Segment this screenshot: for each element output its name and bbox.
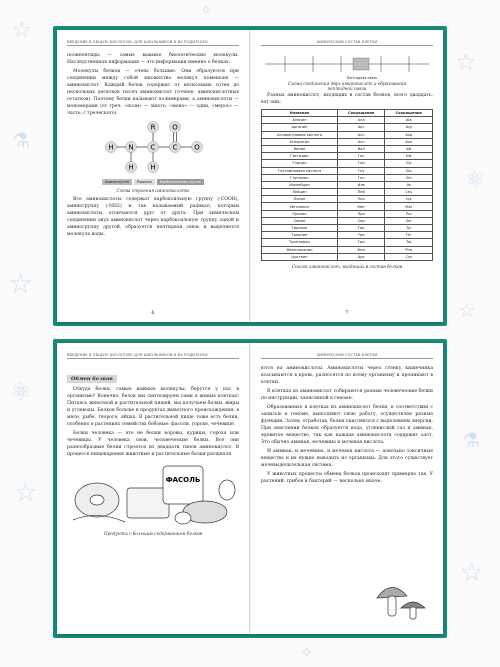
- table-cell: Вал: [337, 145, 385, 152]
- star-doodle-icon: ☆: [460, 558, 484, 588]
- table-cell: Ile: [385, 181, 433, 188]
- table-row: [262, 167, 433, 174]
- table-cell: Пролин: [262, 210, 338, 217]
- table-cell: Глн: [337, 174, 385, 181]
- table-header-row: [262, 110, 433, 117]
- table-cell: Серин: [262, 217, 338, 224]
- flask-doodle-icon: ⚗: [12, 128, 30, 152]
- star-doodle-icon: ☆: [455, 48, 477, 76]
- table-cell: Сер: [337, 217, 385, 224]
- paragraph: ются на аминокислоты. Аминокислоты через стенку кишечника всасываются в кровь, разносятся по всему организму и проникают в клетки.: [261, 366, 433, 385]
- table-cell: Val: [385, 145, 433, 152]
- table-row: [262, 246, 433, 253]
- bag-label: ФАСОЛЬ: [165, 476, 201, 484]
- table-cell: Glu: [385, 167, 433, 174]
- svg-text:H: H: [128, 163, 134, 172]
- table-row: [262, 124, 433, 131]
- svg-text:C: C: [172, 143, 178, 152]
- page-number: 7: [345, 310, 349, 316]
- page-number: 6: [151, 310, 155, 316]
- page-6: [57, 30, 249, 322]
- table-cell: Про: [337, 210, 385, 217]
- amino-acid-table: [261, 109, 433, 261]
- table-cell: Гли: [337, 160, 385, 167]
- table-row: [262, 196, 433, 203]
- body-text: [261, 365, 433, 485]
- table-cell: Ала: [337, 117, 385, 124]
- paragraph: У животных процессы обмена белков происходят примерно так. У растений, грибов и бактерий — несколько иначе.: [261, 472, 433, 484]
- running-header: ВВЕДЕНИЕ В ОБЩУЮ БИОЛОГИЮ ДЛЯ ШКОЛЬНИКОВ И ИХ РОДИТЕЛЕЙ: [67, 353, 239, 359]
- table-row: [262, 239, 433, 246]
- table-cell: Фен: [337, 246, 385, 253]
- paragraph: Образованные в клетках из аминокислот белки, в соответствии с записью в геноме, выполняют свою работу, осуществляя разные функции. Затем, отработав, белки окисляются с выделением энергии. При окислении белков образуется вода, углекислый газ и аммиак, ядовитое вещество, так как каждая аминокислота содержит азот. Это обычно аммиак, мочевина и мочевая кислота.: [261, 405, 433, 445]
- table-cell: Три: [337, 239, 385, 246]
- paragraph: Все аминокислоты содержат карбоксильную группу (-COOH), аминогруппу (-NH2) и так называемый радикал, которым аминокислоты отличаются друг от друга. При химическом соединении двух аминокислот через карбоксильную группу одной и аминогруппу другой, образуется пептидная связь и выделяется молекула воды.: [67, 197, 239, 237]
- svg-text:C: C: [150, 143, 156, 152]
- table-cell: Лей: [337, 189, 385, 196]
- table-row: [262, 253, 433, 260]
- running-header: ВВЕДЕНИЕ В ОБЩУЮ БИОЛОГИЮ ДЛЯ ШКОЛЬНИКОВ И ИХ РОДИТЕЛЕЙ: [67, 40, 239, 46]
- table-cell: Arg: [385, 124, 433, 131]
- table-row: [262, 153, 433, 160]
- figure-caption: Продукты с большим содержанием белков: [103, 531, 203, 536]
- table-row: [262, 145, 433, 152]
- star-doodle-icon: ☆: [12, 18, 32, 43]
- table-cell: Мет: [337, 203, 385, 210]
- table-caption: Список аминокислот, входящих в состав белков: [291, 263, 403, 269]
- legend-radical: Радикал: [134, 179, 155, 185]
- star-doodle-icon: ☆: [14, 478, 38, 508]
- table-cell: Асп: [337, 131, 385, 138]
- paragraph: Откуда белки, самые важные молекулы, берутся у нас в организме? Конечно, белок мы синтезируем сами в живых клетках! Питаясь животной и растительной пищей, мы получаем белки, жиры и углеводы. Белков больше в продуктах животного происхождения: в мясе, рыбе, твороге, яйцах. В растительной пище тоже есть белки, особенно в растениях семейства бобовые: фасоли, горохе, чечевице.: [67, 387, 239, 427]
- table-row: [262, 131, 433, 138]
- amino-acid-formula: [93, 119, 213, 177]
- table-cell: Цис: [337, 253, 385, 260]
- body-text: [261, 92, 433, 106]
- table-row: [262, 174, 433, 181]
- table-row: [262, 232, 433, 239]
- peptide-bond-label: Пептидная связь: [346, 76, 378, 80]
- svg-text:R: R: [150, 123, 156, 132]
- table-cell: Asn: [385, 138, 433, 145]
- table-row: [262, 117, 433, 124]
- paragraph: И аммиак, и мочевина, и мочевая кислота — довольно токсичные вещества и их нужно выводить из организма. Для этого существует мочевыделительная система.: [261, 449, 433, 468]
- table-cell: Gly: [385, 160, 433, 167]
- column-header: Сокращение: [385, 110, 433, 117]
- paragraph: Молекулы белков — очень большие. Они образуются при соединении между собой множества молекул поменьше — аминокислот. Каждый белок содержит от нескольких сотен до нескольких десятков тысяч аминокислот (точнее, аминокислотных остатков). Поэтому белки называют полимерами, а аминокислоты — мономерами (от греч. «поли» — много, «моно» — один, «мерос» — часть; с греческого).: [67, 69, 239, 116]
- table-cell: Тре: [337, 232, 385, 239]
- table-cell: Валин: [262, 145, 338, 152]
- table-cell: Изолейцин: [262, 181, 338, 188]
- body-text: [67, 52, 239, 117]
- svg-text:N: N: [128, 143, 134, 152]
- column-header: Название: [262, 110, 338, 117]
- table-cell: Тир: [337, 225, 385, 232]
- table-cell: Аргинин: [262, 124, 338, 131]
- table-cell: Фенилаланин: [262, 246, 338, 253]
- paragraph: В клетках из аминокислот собираются разные человеческие белки по инструкции, записанной в геноме.: [261, 389, 433, 401]
- table-cell: Гистидин: [262, 153, 338, 160]
- page-left: [57, 343, 249, 634]
- page-right: [251, 343, 443, 634]
- body-text: [67, 196, 239, 238]
- table-cell: Tyr: [385, 225, 433, 232]
- table-cell: Тирозин: [262, 225, 338, 232]
- figure-caption: Схема строения аминокислоты: [116, 188, 190, 193]
- table-cell: Метионин: [262, 203, 338, 210]
- star-doodle-icon: ✧: [200, 3, 212, 19]
- table-cell: Лейцин: [262, 189, 338, 196]
- table-cell: His: [385, 153, 433, 160]
- table-cell: Аланин: [262, 117, 338, 124]
- body-text: [67, 386, 239, 458]
- svg-text:O: O: [194, 143, 200, 152]
- table-cell: Gln: [385, 174, 433, 181]
- star-doodle-icon: ☆: [458, 298, 476, 322]
- table-cell: Лизин: [262, 196, 338, 203]
- figure-caption: Схема соединения двух аминокислот и образования пептидной связи: [287, 81, 407, 91]
- svg-text:H: H: [108, 143, 114, 152]
- table-cell: Гис: [337, 153, 385, 160]
- table-cell: Треонин: [262, 232, 338, 239]
- table-row: [262, 210, 433, 217]
- table-cell: Cys: [385, 253, 433, 260]
- table-cell: Thr: [385, 232, 433, 239]
- paragraph: полипептиды — самые важные биологические молекулы. Наследственная информация — это информация именно о белках.: [67, 53, 239, 65]
- table-cell: Lys: [385, 196, 433, 203]
- mushroom-illustration: [369, 574, 429, 624]
- book-spread-bottom: [57, 343, 443, 634]
- peptide-chain-diagram: [261, 52, 433, 78]
- table-cell: Глутаминовая кислота: [262, 167, 338, 174]
- paragraph: Разных аминокислот, входящих в состав белков, всего двадцать, вот они:: [261, 93, 433, 105]
- table-row: [262, 203, 433, 210]
- table-cell: Глу: [337, 167, 385, 174]
- table-cell: Ser: [385, 217, 433, 224]
- table-cell: Met: [385, 203, 433, 210]
- table-row: [262, 181, 433, 188]
- table-cell: Аспарагиновая кислота: [262, 131, 338, 138]
- table-cell: Глутамин: [262, 174, 338, 181]
- table-cell: Phe: [385, 246, 433, 253]
- legend-carboxyl-group: Карбоксильная группа: [157, 179, 204, 185]
- star-doodle-icon: ☆: [8, 267, 34, 300]
- table-cell: Глицин: [262, 160, 338, 167]
- table-cell: Лиз: [337, 196, 385, 203]
- table-row: [262, 138, 433, 145]
- running-header: ХИМИЧЕСКИЙ СОСТАВ КЛЕТКИ: [261, 353, 433, 359]
- atom-doodle-icon: ⚛: [10, 378, 32, 406]
- book-spread-top: [57, 30, 443, 322]
- protein-foods-illustration: [67, 460, 239, 528]
- running-header: ХИМИЧЕСКИЙ СОСТАВ КЛЕТКИ: [261, 40, 433, 46]
- table-cell: Asp: [385, 131, 433, 138]
- table-cell: Триптофан: [262, 239, 338, 246]
- svg-text:H: H: [150, 163, 156, 172]
- atom-doodle-icon: ⚛: [465, 168, 485, 193]
- star-doodle-icon: ✧: [300, 643, 314, 662]
- table-cell: Иле: [337, 181, 385, 188]
- table-row: [262, 217, 433, 224]
- group-legend: [67, 179, 239, 185]
- svg-text:O: O: [172, 123, 178, 132]
- table-cell: Ala: [385, 117, 433, 124]
- table-cell: Аспарагин: [262, 138, 338, 145]
- section-heading: Обмен белков: [67, 375, 117, 383]
- table-row: [262, 189, 433, 196]
- table-cell: Арг: [337, 124, 385, 131]
- table-cell: Цистеин: [262, 253, 338, 260]
- flask-doodle-icon: ⚗: [462, 428, 480, 452]
- table-cell: Leu: [385, 189, 433, 196]
- page-7: [251, 30, 443, 322]
- table-cell: Pro: [385, 210, 433, 217]
- paragraph: Белки человека — это не белки коровы, курицы, гороха или чечевицы. У человека свои, человеческие белки. Все они разнообразные белки строятся из двадцати типов аминокислот. В процессе пищеварения животные и растительные белки расщепля: [67, 431, 239, 457]
- table-cell: Trp: [385, 239, 433, 246]
- table-row: [262, 160, 433, 167]
- column-header: Сокращение: [337, 110, 385, 117]
- table-row: [262, 225, 433, 232]
- legend-amino-group: Аминогруппа: [102, 179, 132, 185]
- table-cell: Асн: [337, 138, 385, 145]
